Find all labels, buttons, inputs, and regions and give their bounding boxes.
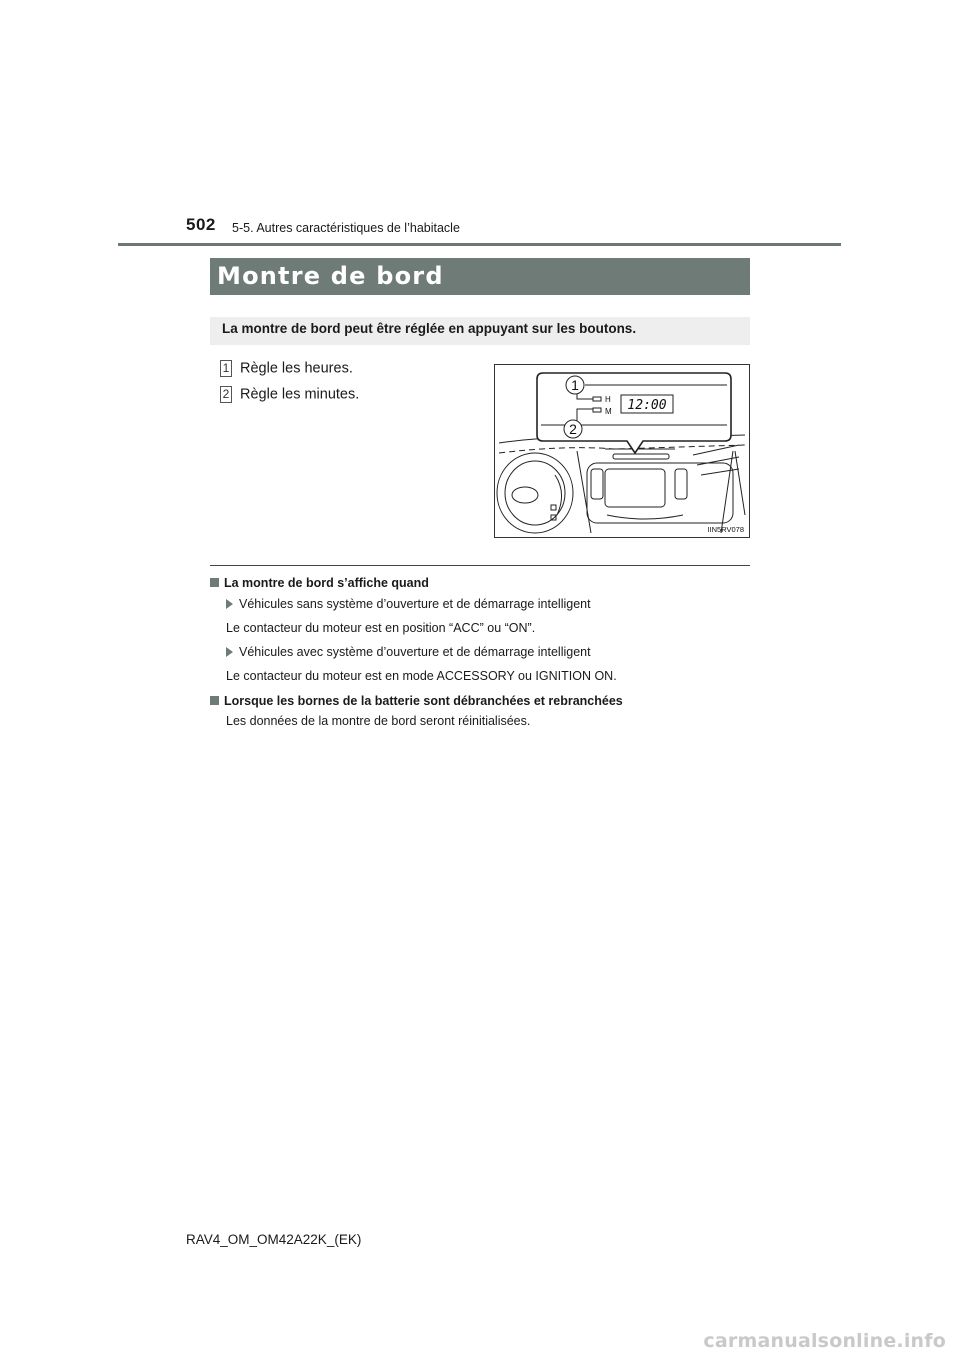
callout-1-label: 1 [571,377,579,393]
section-divider [210,565,750,566]
step-1 [220,360,353,377]
note-text: Les données de la montre de bord seront réinitialisées. [226,714,531,728]
note-subheading [226,645,591,659]
square-bullet-icon [210,696,219,705]
section-reference: 5-5. Autres caractéristiques de l’habitacle [232,221,460,235]
document-footer: RAV4_OM_OM42A22K_(EK) [186,1232,362,1247]
hour-button-label: H [605,395,611,404]
step-number-badge: 1 [220,360,232,377]
clock-illustration [494,364,750,538]
note-subheading [226,597,591,611]
page-number: 502 [186,215,216,234]
note-text: Le contacteur du moteur est en mode ACCESSORY ou IGNITION ON. [226,669,617,683]
header-rule [118,243,841,246]
triangle-bullet-icon [226,647,233,657]
step-text: Règle les heures. [240,360,353,377]
watermark: carmanualsonline.info [703,1330,946,1352]
note-heading-text: La montre de bord s’affiche quand [224,576,429,590]
note-subheading-text: Véhicules sans système d’ouverture et de démarrage intelligent [239,597,591,611]
step-number-badge: 2 [220,386,232,403]
note-heading [210,694,623,708]
note-text: Le contacteur du moteur est en position “ACC” ou “ON”. [226,621,536,635]
step-text: Règle les minutes. [240,386,360,403]
figure-code: IIN5RV078 [707,525,744,534]
page-title: Montre de bord [210,258,750,295]
minute-button-label: M [605,407,612,416]
note-heading [210,576,429,590]
step-2 [220,386,359,403]
note-subheading-text: Véhicules avec système d’ouverture et de démarrage intelligent [239,645,591,659]
callout-2-label: 2 [569,421,577,437]
triangle-bullet-icon [226,599,233,609]
note-heading-text: Lorsque les bornes de la batterie sont débranchées et rebranchées [224,694,623,708]
intro-text: La montre de bord peut être réglée en appuyant sur les boutons. [210,317,750,345]
square-bullet-icon [210,578,219,587]
clock-display-value: 12:00 [627,398,667,413]
dashboard-drawing [495,365,749,537]
